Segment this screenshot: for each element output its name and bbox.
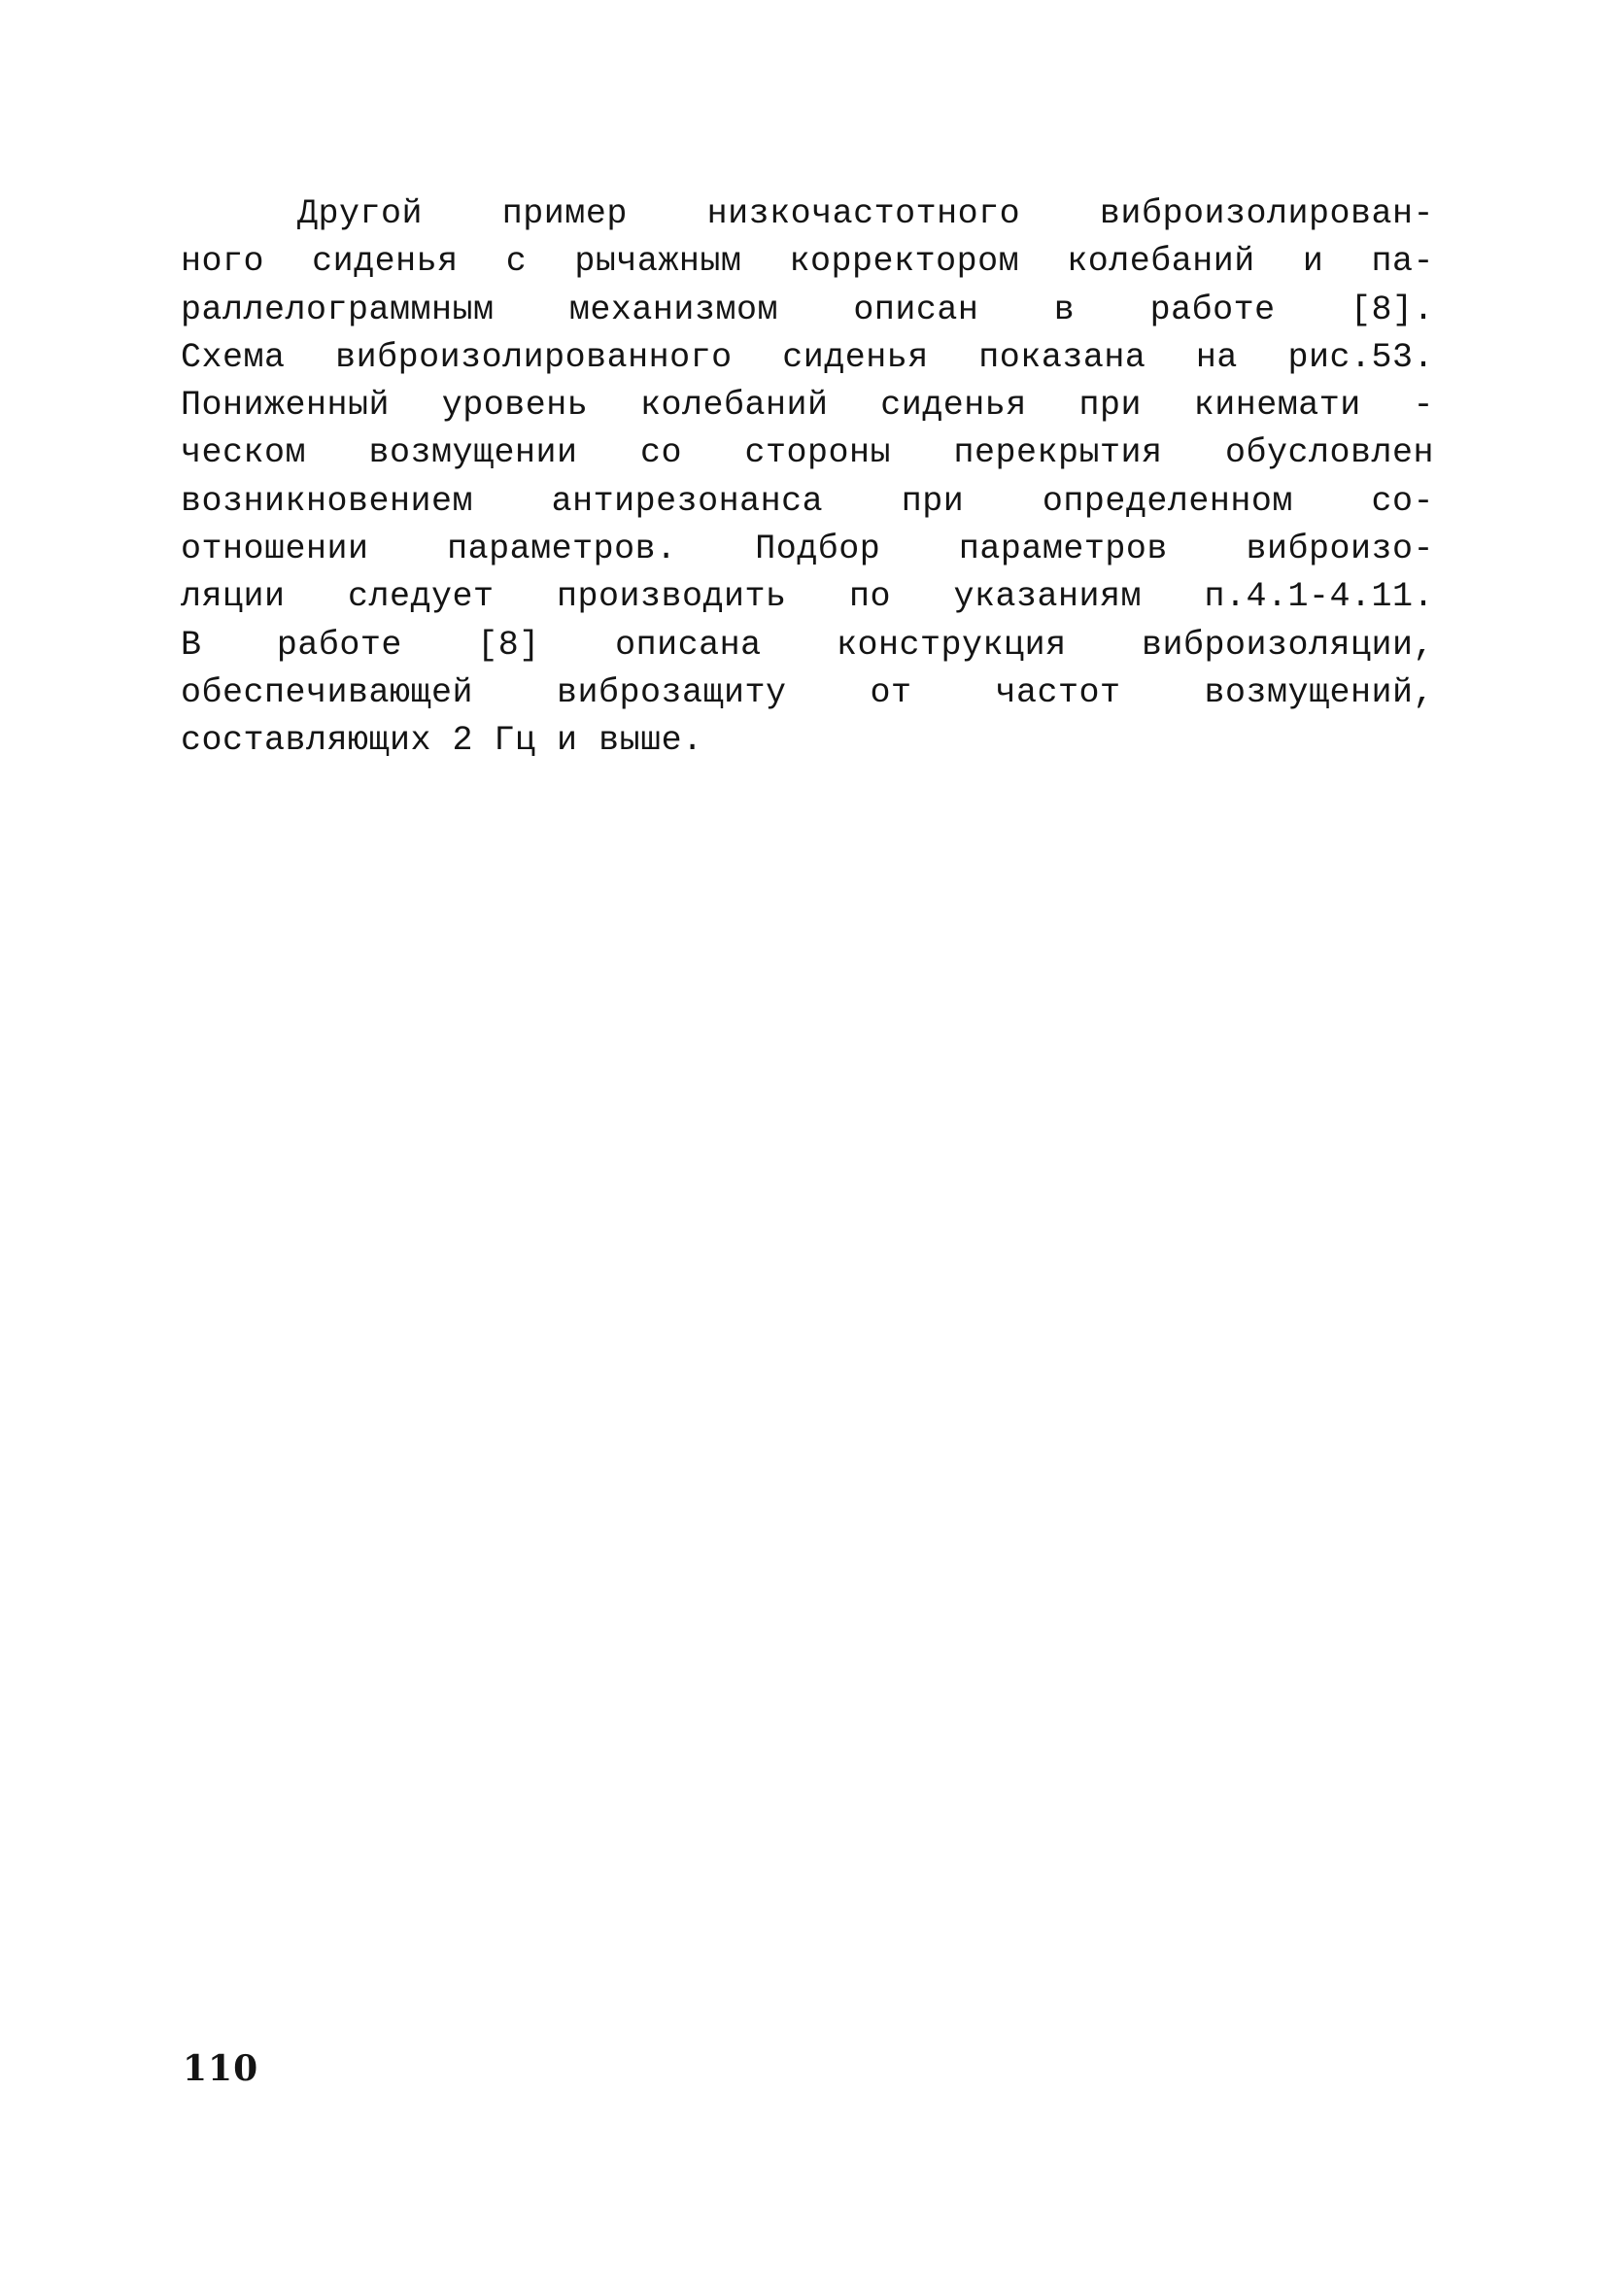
paragraph-line: В работе [8] описана конструкция виброизоляции, <box>181 625 1434 665</box>
body-paragraph <box>181 190 1434 766</box>
paragraph-line: Схема виброизолированного сиденья показана на рис.53. <box>181 337 1434 377</box>
paragraph-line: составляющих 2 Гц и выше. <box>181 721 703 761</box>
paragraph-line: обеспечивающей виброзащиту от частот возмущений, <box>181 672 1434 712</box>
paragraph-line: ного сиденья с рычажным корректором колебаний и па- <box>181 242 1434 282</box>
paragraph-line: Другой пример низкочастотного виброизолирован- <box>297 194 1434 233</box>
paragraph-line: раллелограммным механизмом описан в работе [8]. <box>181 290 1434 329</box>
paragraph-line: ляции следует производить по указаниям п.4.1-4.11. <box>181 577 1434 617</box>
paragraph-line: ческом возмущении со стороны перекрытия обусловлен <box>181 433 1434 473</box>
paragraph-line: Пониженный уровень колебаний сиденья при кинемати - <box>181 386 1434 426</box>
page-number: 110 <box>183 2048 259 2089</box>
paragraph-line: возникновением антирезонанса при определенном со- <box>181 481 1434 521</box>
paragraph-line: отношении параметров. Подбор параметров виброизо- <box>181 530 1434 569</box>
